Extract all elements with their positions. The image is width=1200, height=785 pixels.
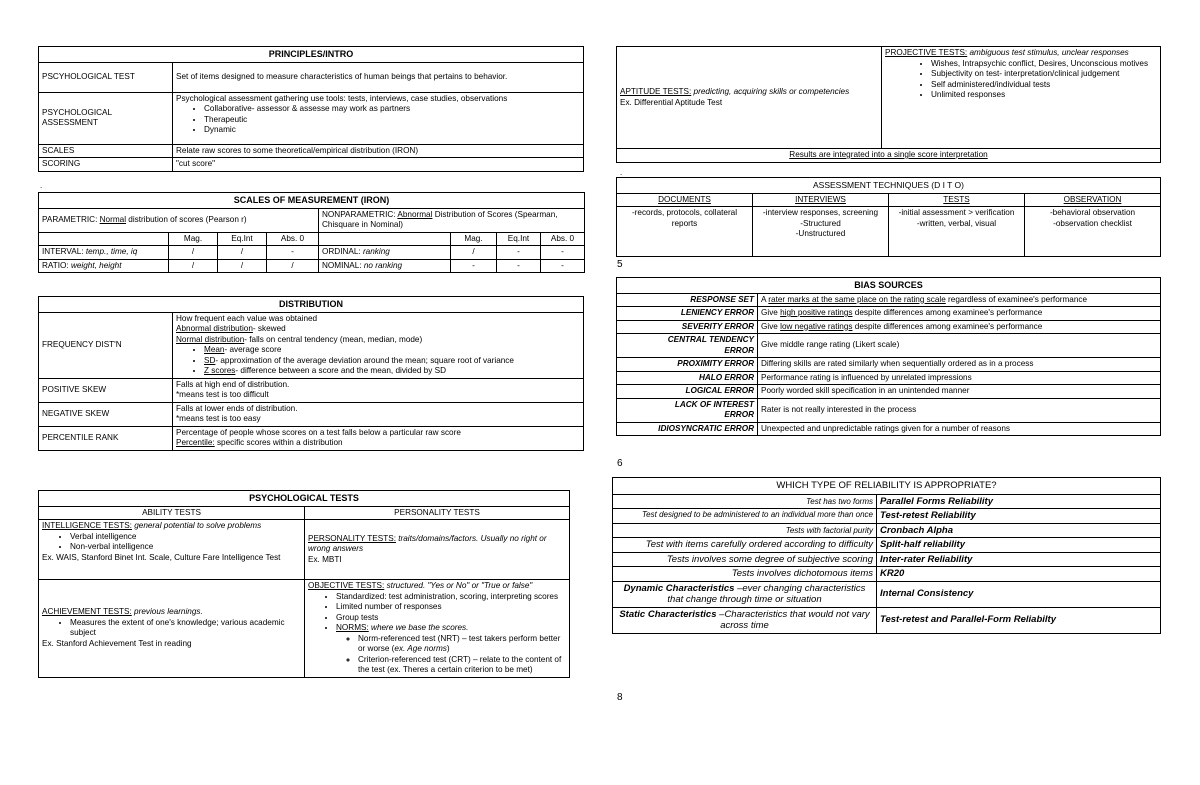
- def-positive-skew: [173, 378, 584, 402]
- list-item: [336, 623, 566, 676]
- reliability-question: Tests involves some degree of subjective scoring: [613, 552, 877, 567]
- reliability-question: Test has two forms: [613, 494, 877, 509]
- list-item: -written, verbal, visual: [916, 218, 997, 228]
- distribution-title: DISTRIBUTION: [39, 297, 584, 313]
- char-label: Static Characteristics: [619, 608, 717, 620]
- underlined-term: NORMS:: [336, 623, 369, 632]
- col-tests: TESTS: [889, 193, 1025, 207]
- principles-table: [38, 46, 584, 172]
- aptitude-heading: [620, 87, 878, 98]
- term-desc: traits/domains/factors. Usually no right or wrong answers: [308, 533, 547, 554]
- reliability-answer: Cronbach Alpha: [877, 523, 1161, 538]
- table-cell: -: [451, 259, 497, 273]
- table-cell: /: [169, 259, 218, 273]
- table-cell: /: [218, 259, 267, 273]
- personality-heading: [308, 534, 566, 555]
- def-percentile-rank: [173, 426, 584, 450]
- char-label: Dynamic Characteristics: [623, 582, 735, 594]
- norms-sublist: [336, 634, 566, 676]
- aptitude-projective-table: [616, 46, 1161, 163]
- list-item: • Self administered/individual tests: [931, 80, 1157, 91]
- def-line: *means test is too difficult: [176, 390, 269, 399]
- bias-table: [616, 277, 1161, 436]
- col-eqint: Eq.Int: [497, 232, 541, 246]
- table-cell: -: [541, 259, 585, 273]
- list-item: • Non-verbal intelligence: [70, 542, 301, 553]
- bias-central-tendency: CENTRAL TENDENCY ERROR: [617, 334, 758, 358]
- reliability-answer: KR20: [877, 567, 1161, 582]
- list-item: -behavioral observation: [1049, 208, 1136, 217]
- ordinal-label: [319, 246, 451, 260]
- assessment-bullets: [176, 104, 580, 136]
- def-frequency-dist: [173, 312, 584, 378]
- reliability-table: [612, 477, 1161, 634]
- scale-example: ranking: [362, 247, 390, 256]
- nonparametric-abnormal: Abnormal: [397, 209, 433, 219]
- underlined-term: ACHIEVEMENT TESTS:: [42, 607, 132, 617]
- tests-cell: [889, 207, 1025, 257]
- scale-name: NOMINAL:: [322, 260, 364, 270]
- underlined-term: Percentile:: [176, 438, 215, 447]
- parametric-cell: [39, 208, 319, 232]
- psych-tests-table: [38, 490, 570, 678]
- col-abs0: Abs. 0: [267, 232, 319, 246]
- list-item: [204, 356, 580, 367]
- interval-label: [39, 246, 169, 260]
- def-line: Falls at lower ends of distribution.: [176, 403, 298, 413]
- scales-table: [38, 192, 585, 273]
- reliability-answer: Split-half reliability: [877, 538, 1161, 553]
- underlined-term: PERSONALITY TESTS:: [308, 533, 396, 543]
- scale-example: weight, height: [70, 260, 122, 270]
- intelligence-tests-cell: [39, 520, 305, 580]
- col-mag: Mag.: [169, 232, 218, 246]
- list-item: -observation checklist: [1053, 218, 1132, 228]
- nrt-example: ex. Age norms: [394, 644, 447, 653]
- table-cell: /: [169, 246, 218, 260]
- distribution-table: [38, 296, 584, 451]
- term-desc: - approximation of the average deviation around the mean; square root of variance: [215, 355, 514, 365]
- list-item: • Measures the extent of one's knowledge; various academic subject: [70, 618, 301, 639]
- freq-line: How frequent each value was obtained: [176, 313, 318, 323]
- scale-name: ORDINAL:: [322, 247, 363, 256]
- techniques-table: [616, 177, 1161, 257]
- list-item: [204, 345, 580, 356]
- empty-cell: [39, 232, 169, 246]
- underlined-term: rater marks at the same place on the rating scale: [768, 294, 946, 304]
- list-item: • Therapeutic: [204, 115, 580, 126]
- reliability-question: Tests involves dichotomous items: [613, 567, 877, 582]
- term-psychological-assessment: PSYCHOLOGICAL ASSESSMENT: [39, 92, 173, 144]
- bias-proximity: PROXIMITY ERROR: [617, 358, 758, 372]
- nominal-label: [319, 259, 451, 273]
- term-percentile-rank: PERCENTILE RANK: [39, 426, 173, 450]
- list-item: -records, protocols, collateral reports: [631, 208, 738, 228]
- underlined-term: SD: [204, 355, 216, 365]
- achievement-bullets: [42, 618, 301, 639]
- techniques-title: ASSESSMENT TECHNIQUES (D I T O): [617, 178, 1161, 194]
- col-personality-tests: PERSONALITY TESTS: [305, 506, 570, 520]
- stray-mark: .: [620, 168, 623, 177]
- aptitude-example: Ex. Differential Aptitude Test: [620, 97, 723, 107]
- projective-bullets: [885, 59, 1157, 101]
- list-item: -initial assessment > verification: [898, 208, 1015, 217]
- reliability-question: Tests with factorial purity: [613, 523, 877, 538]
- list-item: • Limited number of responses: [336, 602, 566, 613]
- def-negative-skew: [173, 402, 584, 426]
- underlined-term: OBJECTIVE TESTS:: [308, 581, 385, 590]
- projective-heading: [885, 48, 1157, 59]
- term-desc: predicting, acquiring skills or competencies: [691, 87, 850, 96]
- desc-text: Give: [761, 308, 781, 317]
- achievement-example: Ex. Stanford Achievement Test in reading: [42, 638, 192, 648]
- desc-text: A: [761, 294, 769, 304]
- table-cell: /: [218, 246, 267, 260]
- freq-bullets: [176, 345, 580, 377]
- term-negative-skew: NEGATIVE SKEW: [39, 402, 173, 426]
- def-line: *means test is too easy: [176, 414, 261, 423]
- nrt-text: Norm-referenced test (NRT) – test takers perform better or worse (: [358, 633, 561, 653]
- bias-desc: Rater is not really interested in the process: [758, 398, 1161, 422]
- bias-desc: [758, 293, 1161, 307]
- list-item: -Structured: [800, 218, 841, 228]
- list-item: -interview responses, screening: [762, 208, 879, 217]
- term-scoring: SCORING: [39, 158, 173, 172]
- table-cell: -: [267, 246, 319, 260]
- scale-name: INTERVAL:: [42, 247, 86, 256]
- underlined-term: Abnormal distribution: [176, 324, 253, 333]
- documents-cell: [617, 207, 753, 257]
- term-scales: SCALES: [39, 144, 173, 158]
- scales-title: SCALES OF MEASUREMENT (IRON): [39, 193, 585, 209]
- def-line: Percentage of people whose scores on a test falls below a particular raw score: [176, 427, 461, 437]
- reliability-question: Test designed to be administered to an individual more than once: [613, 509, 877, 524]
- objective-tests-cell: [305, 580, 570, 678]
- principles-title: PRINCIPLES/INTRO: [39, 47, 584, 63]
- freq-abnormal: [176, 324, 580, 335]
- char-desc: –ever changing characteristics that change through time or situation: [667, 582, 866, 605]
- bias-severity: SEVERITY ERROR: [617, 320, 758, 334]
- underlined-term: PROJECTIVE TESTS:: [885, 48, 968, 57]
- term-desc: - falls on central tendency (mean, median, mode): [244, 334, 423, 344]
- table-cell: /: [267, 259, 319, 273]
- col-documents: DOCUMENTS: [617, 193, 753, 207]
- col-ability-tests: ABILITY TESTS: [39, 506, 305, 520]
- bias-desc: Unexpected and unpredictable ratings given for a number of reasons: [758, 422, 1161, 436]
- nonparametric-label: NONPARAMETRIC:: [322, 209, 398, 219]
- list-item: • Verbal intelligence: [70, 532, 301, 543]
- list-item: [358, 634, 566, 655]
- bias-response-set: RESPONSE SET: [617, 293, 758, 307]
- underlined-term: high positive ratings: [780, 308, 853, 317]
- term-desc: - average score: [224, 345, 282, 354]
- page-number: 5: [617, 259, 623, 270]
- bias-desc: Poorly worded skill specification in an unintended manner: [758, 385, 1161, 399]
- parametric-desc: distribution of scores (Pearson r): [126, 214, 247, 224]
- psych-tests-title: PSYCHOLOGICAL TESTS: [39, 491, 570, 507]
- desc-text: regardless of examinee's performance: [945, 294, 1088, 304]
- table-cell: /: [451, 246, 497, 260]
- term-desc: structured. "Yes or No" or "True or false": [384, 581, 533, 590]
- bias-desc: [758, 307, 1161, 321]
- underlined-term: INTELLIGENCE TESTS:: [42, 521, 132, 530]
- page-number: 8: [617, 692, 623, 703]
- bias-halo: HALO ERROR: [617, 371, 758, 385]
- aptitude-tests-cell: [617, 47, 882, 149]
- list-item: • Group tests: [336, 613, 566, 624]
- col-abs0: Abs. 0: [541, 232, 585, 246]
- list-item: • Unlimited responses: [931, 90, 1157, 101]
- table-cell: -: [541, 246, 585, 260]
- empty-cell: [319, 232, 451, 246]
- list-item: • Wishes, Intrapsychic conflict, Desires, Unconscious motives: [931, 59, 1157, 70]
- term-positive-skew: POSITIVE SKEW: [39, 378, 173, 402]
- table-cell: -: [497, 246, 541, 260]
- bias-idiosyncratic: IDIOSYNCRATIC ERROR: [617, 422, 758, 436]
- reliability-title: WHICH TYPE OF RELIABILITY IS APPROPRIATE?: [613, 478, 1161, 495]
- list-item: ◦ Criterion-referenced test (CRT) – relate to the content of the test (ex. Theres a certain criterion to be met): [358, 655, 566, 676]
- list-item: • Standardized: test administration, scoring, interpreting scores: [336, 592, 566, 603]
- nonparametric-desc: Distribution of Scores (Spearman, Chisquare in Nominal): [322, 209, 558, 229]
- desc-text: despite differences among examinee's performance: [852, 308, 1043, 317]
- table-cell: -: [497, 259, 541, 273]
- term-desc: - difference between a score and the mean, divided by SD: [235, 366, 446, 375]
- underlined-term: Mean: [204, 345, 225, 354]
- desc-text: despite differences among examinee's performance: [852, 321, 1043, 331]
- list-item: -Unstructured: [795, 229, 846, 238]
- desc-text: Give: [761, 321, 781, 331]
- intelligence-bullets: [42, 532, 301, 553]
- personality-tests-cell: [305, 520, 570, 580]
- nrt-close: ): [446, 644, 450, 653]
- bias-leniency: LENIENCY ERROR: [617, 307, 758, 321]
- achievement-tests-cell: [39, 580, 305, 678]
- reliability-answer: Internal Consistency: [877, 581, 1161, 607]
- results-footer: Results are integrated into a single score interpretation: [617, 149, 1161, 163]
- term-desc: previous learnings.: [131, 607, 203, 617]
- underlined-term: low negative ratings: [780, 321, 853, 331]
- reliability-answer: Test-retest and Parallel-Form Reliabilty: [877, 607, 1161, 633]
- bias-lack-of-interest: LACK OF INTEREST ERROR: [617, 398, 758, 422]
- underlined-term: Normal distribution: [176, 334, 245, 344]
- bias-desc: Differing skills are rated similarly when sequentially ordered as in a process: [758, 358, 1161, 372]
- bias-desc: [758, 320, 1161, 334]
- list-item: [204, 366, 580, 377]
- personality-example: Ex. MBTI: [308, 554, 342, 564]
- stray-mark: .: [40, 181, 43, 190]
- underlined-term: APTITUDE TESTS:: [620, 87, 692, 96]
- list-item: • Subjectivity on test- interpretation/clinical judgement: [931, 69, 1157, 80]
- observation-cell: [1025, 207, 1161, 257]
- nonparametric-cell: [319, 208, 585, 232]
- reliability-answer: Test-retest Reliability: [877, 509, 1161, 524]
- def-scoring: "cut score": [173, 158, 584, 172]
- def-scales: Relate raw scores to some theoretical/empirical distribution (IRON): [173, 144, 584, 158]
- reliability-answer: Parallel Forms Reliability: [877, 494, 1161, 509]
- intelligence-example: Ex. WAIS, Stanford Binet Int. Scale, Culture Fare Intelligence Test: [42, 552, 281, 562]
- parametric-normal: Normal: [99, 214, 127, 224]
- def-psychological-test: Set of items designed to measure characteristics of human beings that pertains to behavior.: [173, 62, 584, 92]
- term-psychological-test: PSCYHOLOGICAL TEST: [39, 62, 173, 92]
- interviews-cell: [753, 207, 889, 257]
- freq-normal: [176, 335, 580, 346]
- scale-example: temp., time, iq: [85, 247, 138, 256]
- term-desc: ambiguous test stimulus, unclear responses: [967, 48, 1129, 57]
- dynamic-characteristics: [613, 581, 877, 607]
- underlined-term: Z scores: [204, 366, 236, 375]
- static-characteristics: [613, 607, 877, 633]
- objective-bullets: [308, 592, 566, 676]
- list-item: • Collaborative- assessor & assesse may work as partners: [204, 104, 580, 115]
- assessment-intro: Psychological assessment gathering use tools: tests, interviews, case studies, observations: [176, 93, 508, 103]
- page-number: 6: [617, 458, 623, 469]
- bias-desc: Give middle range rating (Likert scale): [758, 334, 1161, 358]
- reliability-answer: Inter-rater Reliability: [877, 552, 1161, 567]
- term-desc: specific scores within a distribution: [214, 438, 343, 447]
- col-observation: OBSERVATION: [1025, 193, 1161, 207]
- ratio-label: [39, 259, 169, 273]
- bias-logical: LOGICAL ERROR: [617, 385, 758, 399]
- bias-title: BIAS SOURCES: [617, 278, 1161, 294]
- scale-name: RATIO:: [42, 260, 71, 270]
- col-mag: Mag.: [451, 232, 497, 246]
- bias-desc: Performance rating is influenced by unrelated impressions: [758, 371, 1161, 385]
- projective-tests-cell: [882, 47, 1161, 149]
- def-line: Falls at high end of distribution.: [176, 379, 290, 389]
- list-item: • Dynamic: [204, 125, 580, 136]
- intelligence-heading: [42, 521, 301, 532]
- term-desc: where we base the scores.: [368, 623, 469, 632]
- parametric-label: PARAMETRIC:: [42, 214, 100, 224]
- term-frequency-dist: FREQUENCY DIST'N: [39, 312, 173, 378]
- reliability-question: Test with items carefully ordered according to difficulty: [613, 538, 877, 553]
- col-eqint: Eq.Int: [218, 232, 267, 246]
- def-line: [176, 438, 580, 449]
- objective-heading: [308, 581, 566, 592]
- col-interviews: INTERVIEWS: [753, 193, 889, 207]
- scale-example: no ranking: [363, 260, 403, 270]
- term-desc: general potential to solve problems: [131, 521, 262, 530]
- achievement-heading: [42, 607, 301, 618]
- char-desc: –Characteristics that would not vary across time: [716, 608, 870, 631]
- term-desc: - skewed: [252, 324, 286, 333]
- def-psychological-assessment: [173, 92, 584, 144]
